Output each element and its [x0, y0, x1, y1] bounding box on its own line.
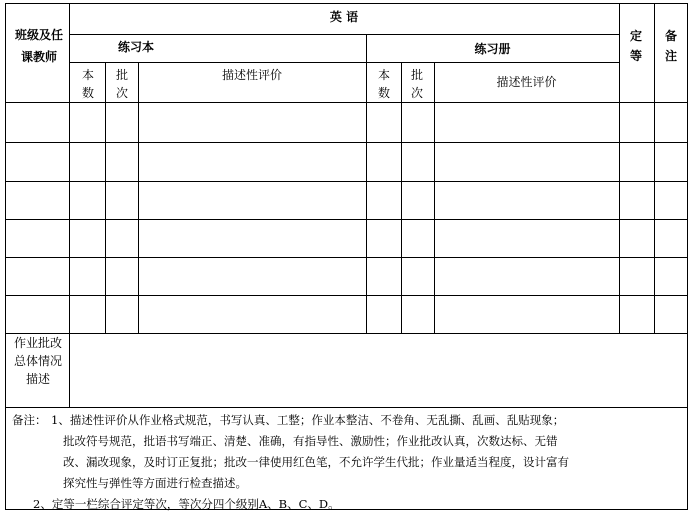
rule: [6, 219, 687, 220]
homework-inspection-table: [5, 3, 688, 510]
rule: [69, 4, 70, 407]
notes-line: 1、描述性评价从作业格式规范，书写认真、工整；作业本整洁、不卷角、无乱撕、乱画、乱贴现象；: [51, 413, 565, 427]
rule: [138, 62, 139, 333]
notes-line: 改、漏改现象，及时订正复批；批改一律使用红色笔，不允许学生代批；作业量适当程度，设计富有: [63, 455, 569, 469]
rule: [619, 4, 620, 333]
subject-header: 英 语: [329, 10, 359, 24]
book-count-header: 本数: [81, 68, 94, 100]
rule: [6, 102, 687, 103]
rule: [6, 333, 687, 334]
rule: [366, 34, 367, 333]
remarks-header: 备注: [664, 29, 677, 63]
descriptive-eval-header: 描述性评价: [221, 68, 282, 82]
rule: [105, 62, 106, 333]
rule: [69, 34, 619, 35]
book-count-header: 本数: [377, 68, 390, 100]
batch-header: 批次: [410, 68, 423, 100]
practice-book-header: 练习本: [118, 40, 155, 54]
rule: [654, 4, 655, 333]
class-teacher-header: 班级及任课教师: [14, 28, 63, 64]
descriptive-eval-header: 描述性评价: [496, 75, 557, 89]
workbook-header: 练习册: [474, 42, 511, 56]
rule: [434, 62, 435, 333]
rule: [6, 407, 687, 408]
notes-label: 备注：: [12, 413, 47, 427]
rule: [6, 142, 687, 143]
batch-header: 批次: [115, 68, 128, 100]
rule: [6, 181, 687, 182]
notes-line: 批改符号规范，批语书写端正、清楚、准确，有指导性、激励性；作业批改认真，次数达标、无错: [63, 434, 558, 448]
summary-label: 作业批改总体情况描述: [14, 336, 63, 386]
rule: [69, 62, 619, 63]
notes-line: 2、定等一栏综合评定等次，等次分四个级别A、B、C、D。: [33, 497, 340, 511]
notes-line: 探究性与弹性等方面进行检查描述。: [63, 476, 247, 490]
rule: [6, 257, 687, 258]
rule: [401, 62, 402, 333]
grade-header: 定等: [629, 29, 642, 63]
rule: [6, 295, 687, 296]
